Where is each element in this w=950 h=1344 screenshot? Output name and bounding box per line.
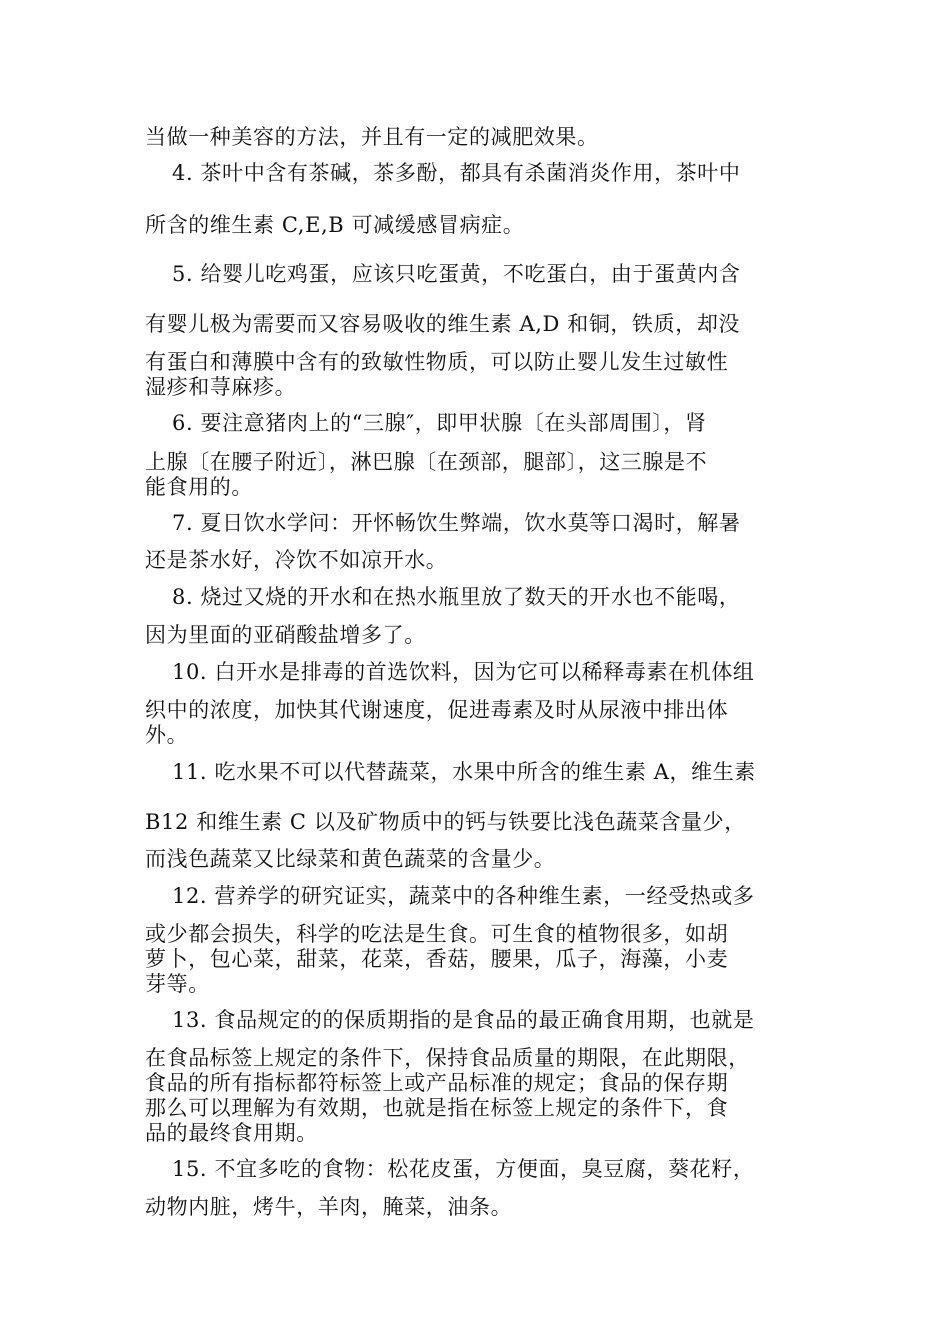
text-line: 11. 吃水果不可以代替蔬菜，水果中所含的维生素 A，维生素 [172,760,756,784]
text-line: 品的最终食用期。 [145,1121,318,1145]
text-line: 有婴儿极为需要而又容易吸收的维生素 A,D 和铜，铁质，却没 [145,312,741,336]
text-line: 4. 茶叶中含有茶碱，茶多酚，都具有杀菌消炎作用，茶叶中 [172,161,741,185]
text-line: 或少都会损失，科学的吃法是生食。可生食的植物很多，如胡 [145,922,729,946]
text-line: 食品的所有指标都符标签上或产品标准的规定；食品的保存期 [145,1071,729,1095]
text-line: 有蛋白和薄膜中含有的致敏性物质，可以防止婴儿发生过敏性 [145,350,729,374]
text-line: 湿疹和荨麻疹。 [145,375,297,399]
text-line: 15. 不宜多吃的食物：松花皮蛋，方便面，臭豆腐，葵花籽， [172,1157,755,1181]
text-line: 萝卜，包心菜，甜菜，花菜，香菇，腰果，瓜子，海藻，小麦 [145,947,729,971]
text-line: B12 和维生素 C 以及矿物质中的钙与铁要比浅色蔬菜含量少， [145,810,746,834]
text-line: 织中的浓度，加快其代谢速度，促进毒素及时从尿液中排出体 [145,698,729,722]
text-line: 所含的维生素 C,E,B 可减缓感冒病症。 [145,213,525,237]
text-line: 能食用的。 [145,475,253,499]
text-line: 12. 营养学的研究证实，蔬菜中的各种维生素，一经受热或多 [172,884,755,908]
text-line: 还是茶水好，冷饮不如凉开水。 [145,548,448,572]
text-line: 5. 给婴儿吃鸡蛋，应该只吃蛋黄，不吃蛋白，由于蛋黄内含 [172,262,741,286]
text-line: 动物内脏，烤牛，羊肉，腌菜，油条。 [145,1195,513,1219]
text-line: 外。 [145,723,189,747]
text-line: 6. 要注意猪肉上的“三腺″，即甲状腺〔在头部周围〕，肾 [172,411,707,435]
text-line: 因为里面的亚硝酸盐增多了。 [145,623,426,647]
text-line: 而浅色蔬菜又比绿菜和黄色蔬菜的含量少。 [145,847,556,871]
text-line: 13. 食品规定的的保质期指的是食品的最正确食用期，也就是 [172,1008,755,1032]
text-line: 在食品标签上规定的条件下，保持食品质量的期限，在此期限， [145,1046,750,1070]
text-line: 芽等。 [145,972,210,996]
text-line: 上腺〔在腰子附近〕，淋巴腺〔在颈部，腿部〕，这三腺是不 [145,450,708,474]
text-line: 7. 夏日饮水学问：开怀畅饮生弊端，饮水莫等口渴时，解暑 [172,511,741,535]
text-line: 那么可以理解为有效期，也就是指在标签上规定的条件下，食 [145,1096,729,1120]
text-line: 当做一种美容的方法，并且有一定的减肥效果。 [145,125,599,149]
text-line: 10. 白开水是排毒的首选饮料，因为它可以稀释毒素在机体组 [172,660,755,684]
text-line: 8. 烧过又烧的开水和在热水瓶里放了数天的开水也不能喝， [172,585,741,609]
